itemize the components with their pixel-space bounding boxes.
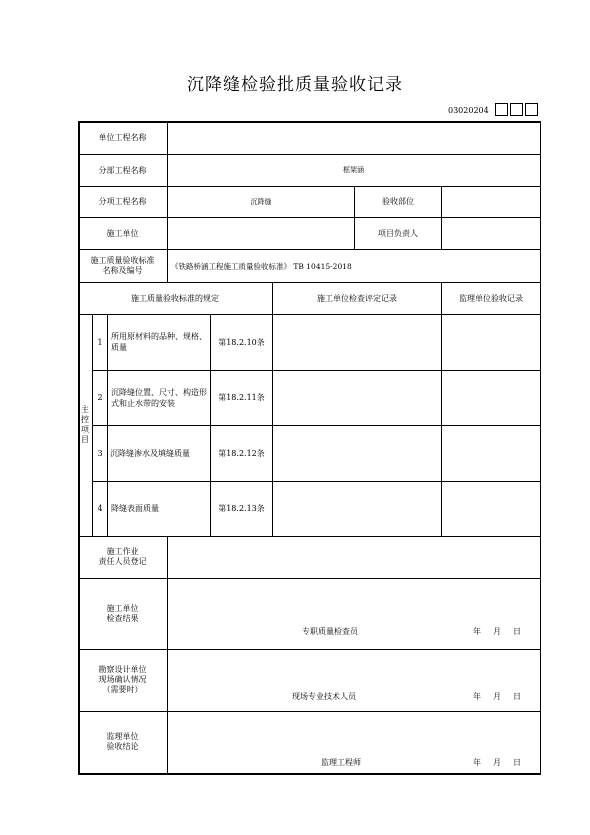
form-title: 沉降缝检验批质量验收记录 xyxy=(187,75,403,95)
project-lead-label: 项目负责人 xyxy=(378,228,418,238)
item-desc: 沉降缝渗水及填缝质量 xyxy=(110,448,190,458)
item-supervision-field[interactable] xyxy=(442,482,539,536)
standard-label-line1: 施工质量验收标准 xyxy=(90,255,155,265)
day-label: 日 xyxy=(513,692,521,701)
item-check-field[interactable] xyxy=(273,426,441,481)
item-desc: 降缝表面质量 xyxy=(111,504,159,513)
division-project-label: 分部工程名称 xyxy=(98,165,147,175)
acceptance-part-field[interactable] xyxy=(442,187,539,217)
month-label: 月 xyxy=(493,627,501,636)
code-box[interactable] xyxy=(495,103,508,116)
item-clause: 第18.2.13条 xyxy=(218,504,265,513)
item-clause: 第18.2.11条 xyxy=(218,393,265,402)
standard-label-line2: 名称及编号 xyxy=(102,265,143,275)
supervising-engineer-label: 监理工程师 xyxy=(321,758,361,767)
tech-staff-label: 现场专业技术人员 xyxy=(292,692,356,701)
design-confirmation-label xyxy=(78,649,167,711)
item-supervision-field[interactable] xyxy=(442,315,539,370)
standard-label xyxy=(78,249,167,282)
item-no: 4 xyxy=(97,504,103,513)
main-control-label xyxy=(78,314,92,536)
item-no: 2 xyxy=(97,393,103,402)
item-clause: 第18.2.10条 xyxy=(218,337,265,347)
subitem-project-value[interactable]: 沉降缝 xyxy=(250,197,272,206)
quality-inspector-label: 专职质量检查员 xyxy=(302,627,358,636)
table-border-right xyxy=(540,121,542,775)
item-clause: 第18.2.12条 xyxy=(218,448,265,458)
worker-registration-line2: 责任人员登记 xyxy=(98,557,147,566)
item-no: 3 xyxy=(97,448,103,458)
acceptance-part-label: 验收部位 xyxy=(382,197,414,206)
supervision-conclusion-line1: 监理单位 xyxy=(106,732,139,741)
item-supervision-field[interactable] xyxy=(442,371,539,425)
construction-result-line2: 检查结果 xyxy=(106,613,139,623)
worker-registration-field[interactable] xyxy=(168,537,539,578)
worker-registration-line1: 施工作业 xyxy=(106,547,139,556)
day-label: 日 xyxy=(513,758,521,767)
inspection-form-table xyxy=(78,121,541,775)
design-confirmation-line3: （需要时） xyxy=(102,685,143,694)
design-confirmation-line1: 勘察设计单位 xyxy=(98,665,147,674)
construction-result-label xyxy=(78,578,167,649)
supervision-conclusion-line2: 验收结论 xyxy=(106,742,139,751)
header-standard-rule: 施工质量验收标准的规定 xyxy=(131,293,219,303)
main-control-char: 目 xyxy=(81,435,89,444)
form-code: 03020204 xyxy=(448,106,489,115)
division-project-value[interactable]: 框架涵 xyxy=(343,166,364,174)
standard-value[interactable]: 《铁路桥涵工程施工质量验收标准》 TB 10415-2018 xyxy=(171,261,352,271)
header-construction-check: 施工单位检查评定记录 xyxy=(317,293,397,303)
code-box[interactable] xyxy=(525,103,538,116)
design-confirmation-line2: 现场确认情况 xyxy=(98,675,147,684)
day-label: 日 xyxy=(513,627,521,636)
construction-unit-label: 施工单位 xyxy=(106,228,139,238)
month-label: 月 xyxy=(493,692,501,701)
year-label: 年 xyxy=(473,692,481,701)
item-check-field[interactable] xyxy=(273,482,441,536)
year-label: 年 xyxy=(473,758,481,767)
project-lead-field[interactable] xyxy=(442,218,539,249)
item-desc: 沉降缝位置、尺寸、构造形式和止水带的安装 xyxy=(111,387,207,408)
worker-registration-label xyxy=(78,536,167,578)
main-control-char: 项 xyxy=(81,425,89,434)
code-box[interactable] xyxy=(510,103,523,116)
supervision-conclusion-label xyxy=(78,711,167,773)
unit-project-field[interactable] xyxy=(168,122,539,154)
main-control-char: 主 xyxy=(81,405,89,414)
year-label: 年 xyxy=(473,627,481,636)
construction-result-field[interactable] xyxy=(168,579,539,649)
unit-project-label: 单位工程名称 xyxy=(98,133,147,142)
item-no: 1 xyxy=(97,337,103,347)
subitem-project-label: 分项工程名称 xyxy=(98,197,147,206)
month-label: 月 xyxy=(493,758,501,767)
item-desc: 所用原材料的品种、规格、质量 xyxy=(111,332,207,352)
item-check-field[interactable] xyxy=(273,315,441,370)
main-control-char: 控 xyxy=(81,415,89,424)
item-supervision-field[interactable] xyxy=(442,426,539,481)
header-supervision-record: 监理单位验收记录 xyxy=(459,293,523,303)
table-border-bottom xyxy=(78,773,541,775)
item-check-field[interactable] xyxy=(273,371,441,425)
construction-unit-field[interactable] xyxy=(168,218,354,249)
construction-result-line1: 施工单位 xyxy=(106,603,139,613)
